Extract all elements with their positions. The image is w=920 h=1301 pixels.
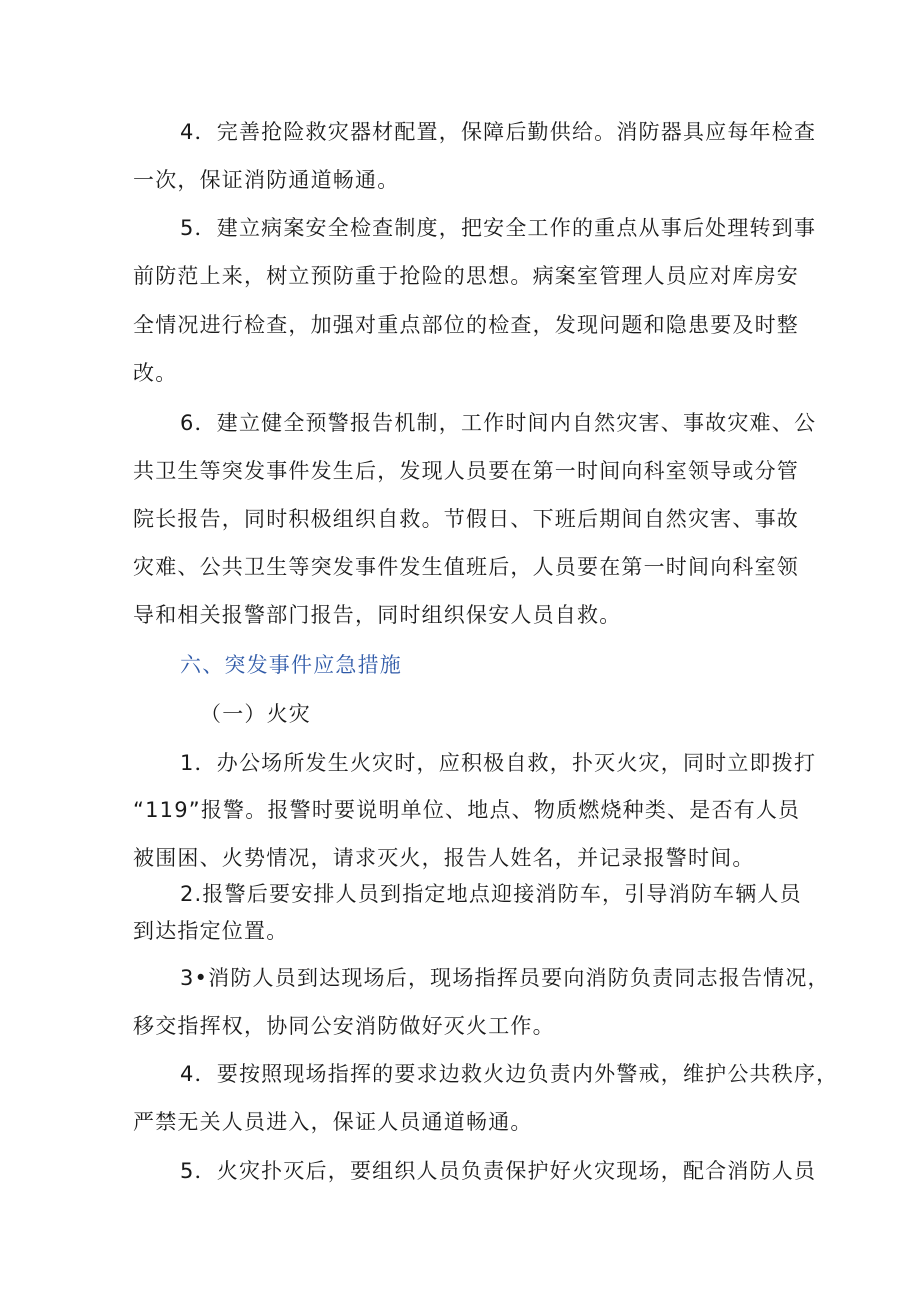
- fire-item-1-line-1: 1．办公场所发生火灾时，应积极自救，扑灭火灾，同时立即拨打: [180, 751, 817, 775]
- paragraph-5-line-1: 5．建立病案安全检查制度，把安全工作的重点从事后处理转到事: [180, 216, 817, 240]
- fire-item-4-line-2: 严禁无关人员进入，保证人员通道畅通。: [133, 1110, 533, 1134]
- paragraph-6-line-2: 共卫生等突发事件发生后，发现人员要在第一时间向科室领导或分管: [133, 459, 799, 483]
- section-heading: 六、突发事件应急措施: [180, 653, 402, 677]
- fire-item-3-line-1: 3•消防人员到达现场后，现场指挥员要向消防负责同志报告情况，: [180, 966, 830, 990]
- paragraph-6-line-3: 院长报告，同时积极组织自救。节假日、下班后期间自然灾害、事故: [133, 507, 799, 531]
- paragraph-5-line-4: 改。: [133, 361, 178, 385]
- fire-item-1-line-3: 被围困、火势情况，请求灭火，报告人姓名，并记录报警时间。: [133, 846, 755, 870]
- paragraph-6-line-5: 导和相关报警部门报告，同时组织保安人员自救。: [133, 603, 622, 627]
- fire-item-5-line-1: 5．火灾扑灭后，要组织人员负责保护好火灾现场，配合消防人员: [180, 1159, 817, 1183]
- paragraph-4-line-2: 一次，保证消防通道畅通。: [133, 168, 400, 192]
- paragraph-5-line-2: 前防范上来，树立预防重于抢险的思想。病案室管理人员应对库房安: [133, 264, 799, 288]
- fire-item-3-line-2: 移交指挥权，协同公安消防做好灭火工作。: [133, 1014, 555, 1038]
- fire-item-2-line-1: 2.报警后要安排人员到指定地点迎接消防车，引导消防车辆人员: [180, 882, 802, 906]
- fire-item-1-line-2: “119”报警。报警时要说明单位、地点、物质燃烧种类、是否有人员: [133, 798, 801, 822]
- fire-item-4-line-1: 4．要按照现场指挥的要求边救火边负责内外警戒，维护公共秩序，: [180, 1062, 839, 1086]
- paragraph-4-line-1: 4．完善抢险救灾器材配置，保障后勤供给。消防器具应每年检查: [180, 120, 817, 144]
- paragraph-6-line-1: 6．建立健全预警报告机制，工作时间内自然灾害、事故灾难、公: [180, 411, 817, 435]
- fire-item-2-line-2: 到达指定位置。: [133, 919, 289, 943]
- paragraph-6-line-4: 灾难、公共卫生等突发事件发生值班后，人员要在第一时间向科室领: [133, 555, 799, 579]
- paragraph-5-line-3: 全情况进行检查，加强对重点部位的检查，发现问题和隐患要及时整: [133, 313, 799, 337]
- subsection-heading: （一）火灾: [200, 702, 311, 726]
